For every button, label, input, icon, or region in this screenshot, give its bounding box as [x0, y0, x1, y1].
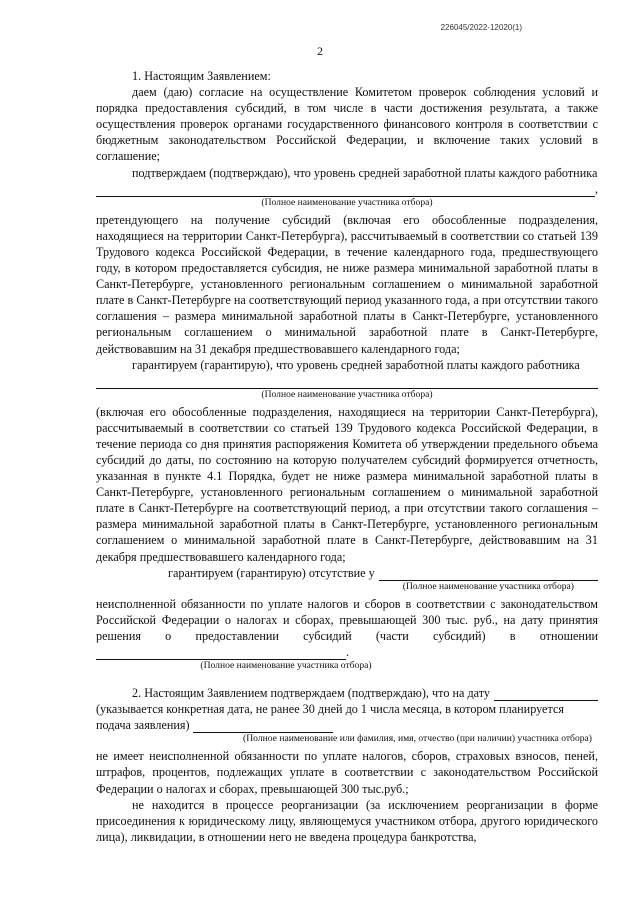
participant-caption-4: (Полное наименование участника отбора)	[200, 660, 372, 672]
participant-name-line-2	[96, 373, 598, 389]
tax-guarantee-text: гарантируем (гарантирую) отсутствие у	[168, 565, 375, 580]
date-line	[494, 687, 598, 701]
participant-caption-5: (Полное наименование или фамилия, имя, отчество (при наличии) участника отбора)	[243, 733, 592, 745]
participant-name-line	[96, 183, 595, 197]
participant-name-line-4	[96, 647, 346, 660]
wage-confirmation-paragraph: подтверждаем (подтверждаю), что уровень средней заработной платы каждого работника	[132, 165, 598, 180]
fill-end-comma: ,	[594, 181, 598, 196]
tax-obligation-text: неисполненной обязанности по уплате налогов и сборов в соответствии с законодательством Российской Федерации о налогах и сборах, превышающей 300 тыс. руб., на дату принятия решения о предоставлении субсидий (части субсидий) в отношении	[96, 596, 598, 643]
date-note-text: (указывается конкретная дата, не ранее 30 дней до 1 числа месяца, в котором планируется подача заявления)	[96, 702, 564, 733]
wage-guarantee-paragraph: гарантируем (гарантирую), что уровень средней заработной платы каждого работника	[132, 357, 580, 372]
no-reorganization-paragraph: не находится в процессе реорганизации (за исключением реорганизации в форме присоединения к юридическому лицу, являющемуся участником отбора, другого юридического лица), ликвидации, в отношении него не введена процедура банкротства,	[96, 797, 598, 844]
tax-obligation-paragraph	[96, 596, 598, 660]
participant-name-line-3	[379, 567, 598, 581]
participant-fill-row-1	[96, 181, 598, 197]
section-2-title: 2. Настоящим Заявлением подтверждаем (подтверждаю), что на дату	[132, 686, 490, 701]
participant-caption-3: (Полное наименование участника отбора)	[402, 580, 574, 592]
no-tax-debt-paragraph: не имеет неисполненной обязанности по уплате налогов, сборов, страховых взносов, пеней, штрафов, процентов, подлежащих уплате в соответствии с законодательством Российской Федерации о налогах и сборах, превышающей 300 тыс.руб.;	[96, 749, 598, 796]
wage-level-paragraph: претендующего на получение субсидий (включая его обособленные подразделения, находящиеся на территории Санкт-Петербурга), рассчитываемый в соответствии со статьей 139 Трудового кодекса Российской Федерации, в течение календарного года, предшествующего году, в котором предоставляется субсидия, не ниже размера минимальной заработной платы в Санкт-Петербурге, установленного региональным соглашением о минимальной заработной плате в Санкт-Петербурге на соответствующий период указанного года, а при отсутствии такого соглашения – размера минимальной заработной платы в Санкт-Петербурге, установленного региональным соглашением о минимальной заработной плате в Санкт-Петербурге, действовавшим на 31 декабря предшествовавшего календарного года;	[96, 212, 598, 356]
fill-end-period: .	[346, 645, 350, 659]
section-2-row	[96, 685, 598, 701]
participant-caption-2: (Полное наименование участника отбора)	[261, 388, 433, 400]
date-note-paragraph	[96, 701, 598, 733]
document-body	[96, 68, 598, 845]
document-code: 226045/2022-12020(1)	[440, 23, 522, 32]
consent-paragraph: даем (даю) согласие на осуществление Комитетом проверок соблюдения условий и порядка предоставления субсидий, в том числе в части достижения результата, а также осуществления проверок органами государственного финансового контроля в соответствии с бюджетным законодательством Российской Федерации, и включение таких условий в соглашение;	[96, 85, 598, 164]
tax-guarantee-row	[96, 565, 598, 581]
participant-caption-1: (Полное наименование участника отбора)	[261, 196, 433, 208]
wage-period-paragraph: (включая его обособленные подразделения, находящиеся на территории Санкт-Петербурга), рассчитываемый в соответствии со статьей 139 Трудового кодекса Российской Федерации, в течение периода со дня принятия распоряжения Комитета об утверждении предельного объема субсидий до даты, по состоянию на которую получателем субсидий формируется отчетность, указанная в пункте 4.1 Порядка, будет не ниже размера минимальной заработной платы в Санкт-Петербурге, установленного региональным соглашением о минимальной заработной плате в Санкт-Петербурге на соответствующий период, а при отсутствии такого соглашения – размера минимальной заработной платы в Санкт-Петербурге, установленного региональным соглашением о минимальной заработной плате в Санкт-Петербурге, действовавшим на 31 декабря предшествовавшего календарного года;	[96, 404, 598, 564]
page-number: 2	[317, 44, 323, 58]
section-1-title: 1. Настоящим Заявлением:	[132, 69, 271, 83]
participant-name-line-5	[193, 720, 333, 733]
